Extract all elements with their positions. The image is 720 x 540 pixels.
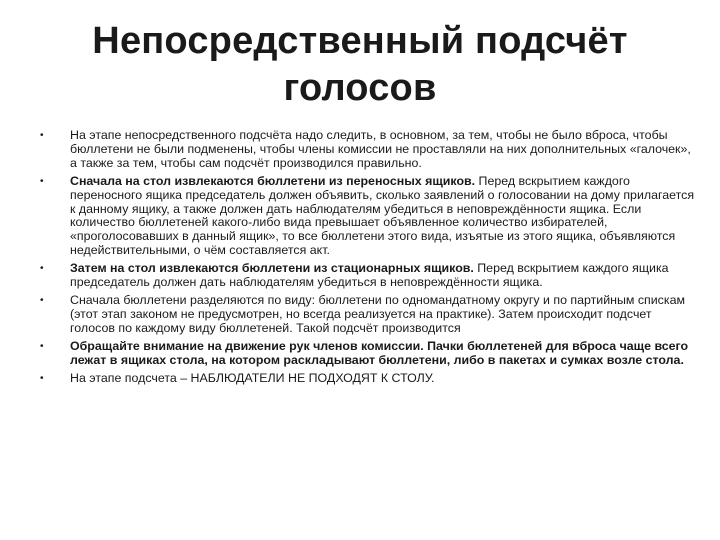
slide-title-line-1: Непосредственный подсчёт bbox=[92, 20, 628, 62]
bullet-text: На этапе непосредственного подсчёта надо следить, в основном, за тем, чтобы не было вброса, чтобы бюллетени не были подменены, чтобы члены комиссии не проставляли на них дополнительных «галочек», а также за тем, чтобы сам подсчёт производился правильно. bbox=[70, 128, 691, 170]
slide-title bbox=[60, 18, 660, 112]
bullet-bold-text: Затем на стол извлекаются бюллетени из стационарных ящиков. bbox=[70, 261, 474, 276]
bullet-bold-text: Обращайте внимание на движение рук членов комиссии. Пачки бюллетеней для вброса чаще всего лежат в ящиках стола, на котором раскладывают бюллетени, либо в пакетах и сумках возле стола. bbox=[70, 338, 689, 367]
bullet-item bbox=[40, 129, 695, 171]
bullet-text: Сначала бюллетени разделяются по виду: бюллетени по одномандатному округу и по партийным спискам (этот этап законом не предусмотрен, но всегда реализуется на практике). Затем происходит подсчет голосов по каждому виду бюллетеней. Такой подсчёт производится bbox=[70, 292, 685, 335]
bullet-dot-icon: • bbox=[40, 130, 44, 141]
bullet-bold-text: Сначала на стол извлекаются бюллетени из переносных ящиков. bbox=[70, 173, 476, 188]
bullet-item bbox=[40, 340, 695, 368]
bullet-item bbox=[40, 294, 695, 336]
bullet-item bbox=[40, 175, 695, 258]
bullet-text: Перед вскрытием каждого переносного ящика председатель должен объявить, сколько заявлений о голосовании на дому прилагается к данному ящику, а также должен дать наблюдателям убедиться в неповреждённости ящика. Если количество бюллетеней какого-либо вида превышает объявленное количество избирателей, «проголосовавших в данный ящик», то все бюллетени этого вида, изъятые из этого ящика, объявляются недействительными, о чём составляется акт. bbox=[70, 173, 695, 258]
bullet-list bbox=[40, 129, 695, 389]
slide-title-line-2: голосов bbox=[283, 67, 437, 109]
bullet-dot-icon: • bbox=[40, 263, 44, 275]
bullet-text: Перед вскрытием каждого ящика председатель должен дать наблюдателям убедиться в неповреждённости ящика. bbox=[70, 261, 669, 290]
bullet-text: На этапе подсчета – НАБЛЮДАТЕЛИ НЕ ПОДХОДЯТ К СТОЛУ. bbox=[70, 370, 435, 385]
bullet-dot-icon: • bbox=[40, 340, 44, 352]
bullet-dot-icon: • bbox=[40, 175, 44, 187]
bullet-item bbox=[40, 262, 695, 290]
bullet-dot-icon: • bbox=[40, 372, 44, 384]
bullet-item bbox=[40, 372, 695, 386]
bullet-dot-icon: • bbox=[40, 294, 44, 306]
